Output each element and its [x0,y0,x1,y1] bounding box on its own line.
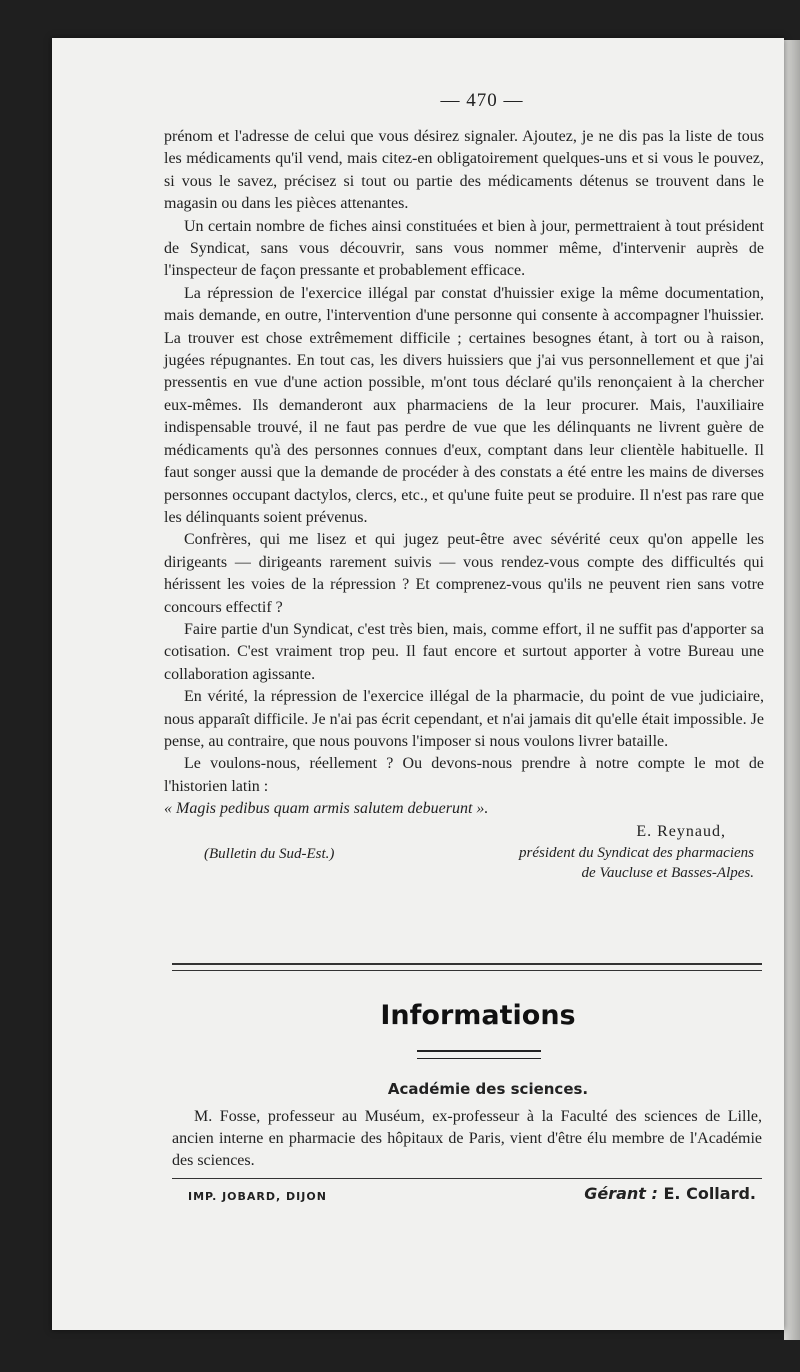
paragraph-7: Le voulons-nous, réellement ? Ou devons-nous prendre à notre compte le mot de l'historien latin : [164,755,764,795]
source-citation: (Bulletin du Sud-Est.) [204,845,335,862]
paragraph-4: Confrères, qui me lisez et qui jugez peut-être avec sévérité ceux qu'on appelle les dirigeants — dirigeants rarement suivis — vous rendez-vous compte des difficultés qui hérissent les voies de la répression ? Et comprenez-vous qu'ils ne peuvent rien sans votre concours effectif ? [164,531,764,616]
author-role-line-1: président du Syndicat des pharmaciens [519,844,754,861]
section-heading: Informations [380,1000,576,1031]
signature-block [164,821,764,891]
section-divider-thick [172,963,762,965]
manager-name: E. Collard. [663,1184,756,1203]
paragraph-3: La répression de l'exercice illégal par constat d'huissier exige la même documentation, mais demande, en outre, l'intervention d'une personne qui consente à accompagner l'huissier. La trouver est chose extrêmement difficile ; certaines besognes étant, à tort ou à raison, jugées répugnantes. En tout cas, les divers huissiers que j'ai vus personnellement et que j'ai pressentis en vue d'une action possible, m'ont tous déclaré qu'ils renonçaient à la chercher eux-mêmes. Ils demanderont aux pharmaciens de la leur procurer. Mais, l'auxiliaire indispensable trouvé, il ne faut pas perdre de vue que les délinquants ne livrent guère de médicaments qu'à des personnes connues d'eux, comptant dans leur clientèle habituelle. Il faut songer aussi que la demande de procéder à des constats a été entre les mains de diverses personnes occupant dactylos, clercs, etc., et qu'une fuite peut se produire. Il n'est pas rare que les délinquants soient prévenus. [164,284,764,526]
news-paragraph: M. Fosse, professeur au Muséum, ex-professeur à la Faculté des sciences de Lille, ancien interne en pharmacie des hôpitaux de Paris, vient d'être élu membre de l'Académie des sciences. [172,1108,762,1169]
heading-underline [417,1050,541,1059]
manager-credit [584,1184,756,1203]
paragraph-1: prénom et l'adresse de celui que vous désirez signaler. Ajoutez, je ne dis pas la liste de tous les médicaments qu'il vend, mais citez-en obligatoirement quelques-uns et si vous le pouvez, si vous le savez, précisez si tout ou partie des médicaments détenus se trouvent dans le magasin ou dans les pièces attenantes. [164,128,764,213]
page-edge-shadow [784,40,800,1340]
paragraph-5: Faire partie d'un Syndicat, c'est très bien, mais, comme effort, il ne suffit pas d'apporter sa cotisation. C'est vraiment trop peu. Il faut encore et surtout apporter à votre Bureau une collaboration agissante. [164,620,764,683]
printer-imprint: IMP. JOBARD, DIJON [188,1190,327,1203]
paragraph-2: Un certain nombre de fiches ainsi constituées et bien à jour, permettraient à tout président de Syndicat, sans vous découvrir, sans vous nommer même, d'intervenir auprès de l'inspecteur de façon pressante et probablement efficace. [164,217,764,280]
news-body [172,1106,762,1172]
latin-quote: « Magis pedibus quam armis salutem debuerunt ». [164,800,489,818]
manager-label: Gérant : [584,1184,658,1203]
article-body [164,126,764,891]
news-subheading: Académie des sciences. [387,1080,589,1098]
paragraph-6: En vérité, la répression de l'exercice illégal de la pharmacie, du point de vue judiciaire, nous apparaît difficile. Je n'ai pas écrit cependant, et n'ai jamais dit qu'elle était impossible. Je pense, au contraire, que nous pouvons l'imposer si nous voulons livrer bataille. [164,688,764,750]
author-role-line-2: de Vaucluse et Basses-Alpes. [581,864,754,881]
footer-divider [172,1178,762,1179]
author-role [519,843,754,883]
page-number: — 470 — [440,90,524,111]
section-divider-thin [172,970,762,971]
document-page [52,38,784,1330]
author-name: E. Reynaud, [636,822,726,840]
